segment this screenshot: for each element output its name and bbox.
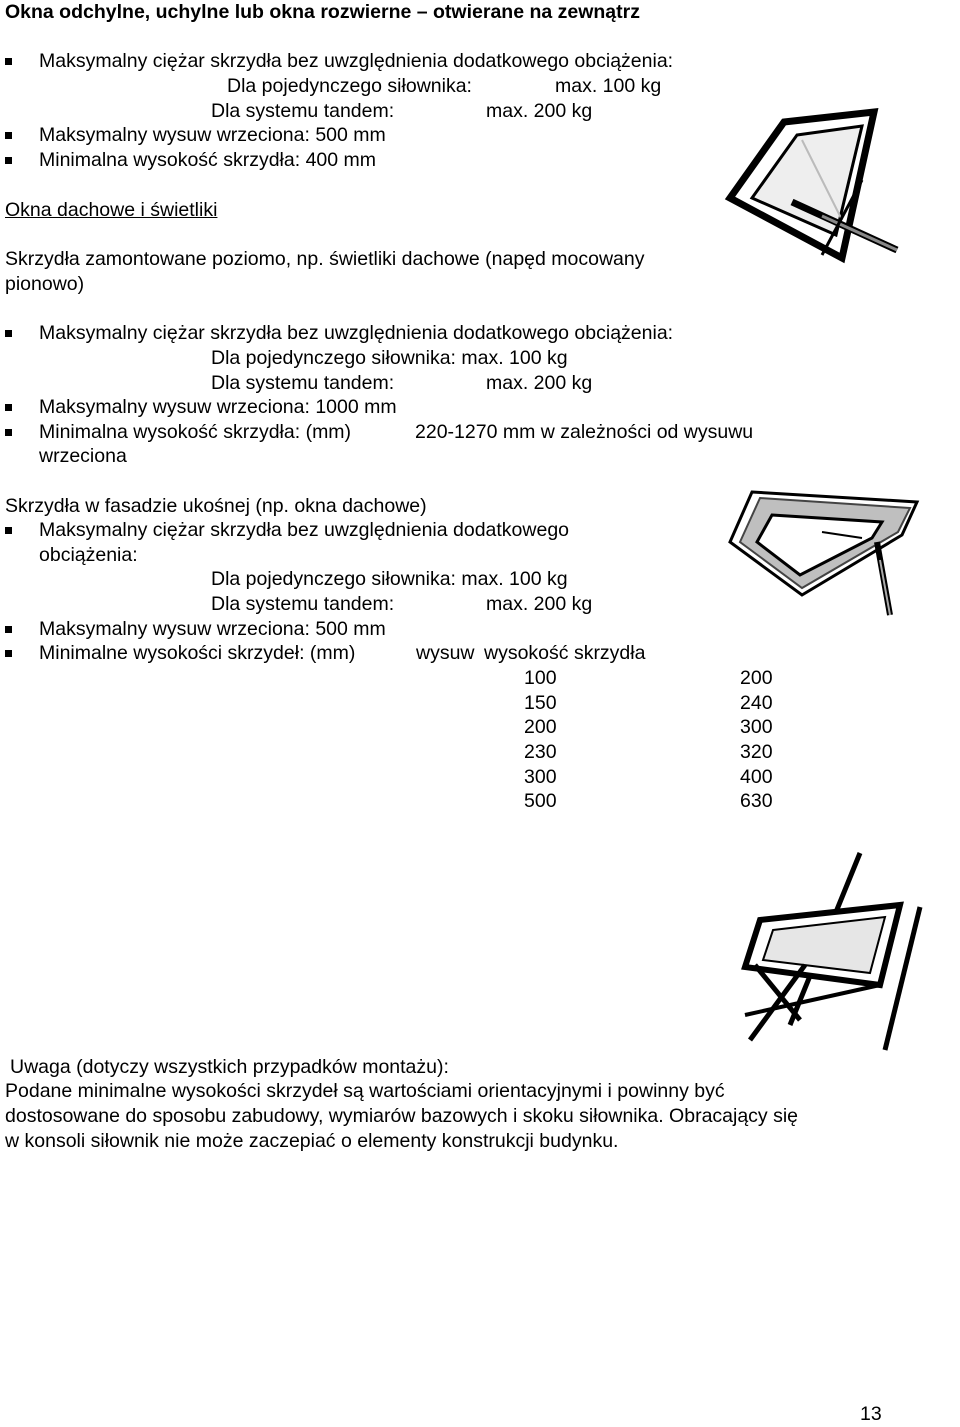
page-number: 13 xyxy=(860,1403,882,1425)
s2-single: Dla pojedynczego siłownika: max. 100 kg xyxy=(211,347,568,369)
window-illustration-3 xyxy=(735,845,935,1060)
s2-item1: Maksymalny ciężar skrzydła bez uwzględnienia dodatkowego obciążenia: xyxy=(39,322,674,344)
window-illustration-2 xyxy=(722,480,932,630)
table-cell-wysuw: 150 xyxy=(524,692,557,714)
s3-col2-header: wysokość skrzydła xyxy=(484,642,646,664)
note-heading: Uwaga (dotyczy wszystkich przypadków montażu): xyxy=(10,1056,449,1078)
s3-single: Dla pojedynczego siłownika: max. 100 kg xyxy=(211,568,568,590)
s2-item2: Maksymalny wysuw wrzeciona: 1000 mm xyxy=(39,396,397,418)
note-line3: w konsoli siłownik nie może zaczepiać o elementy konstrukcji budynku. xyxy=(5,1130,619,1152)
s2-intro-line2: pionowo) xyxy=(5,273,85,295)
s2-tandem-value: max. 200 kg xyxy=(486,372,593,394)
table-cell-wysuw: 300 xyxy=(524,766,557,788)
table-cell-wysokosc: 200 xyxy=(740,667,773,689)
bullet-icon xyxy=(5,650,12,657)
s1-tandem-value: max. 200 kg xyxy=(486,100,593,122)
bullet-icon xyxy=(5,58,12,65)
s3-item1-line2: obciążenia: xyxy=(39,544,138,566)
table-cell-wysuw: 230 xyxy=(524,741,557,763)
s3-col1-header: wysuw xyxy=(416,642,475,664)
s3-tandem-value: max. 200 kg xyxy=(486,593,593,615)
table-cell-wysuw: 100 xyxy=(524,667,557,689)
bullet-icon xyxy=(5,404,12,411)
note-line2: dostosowane do sposobu zabudowy, wymiarów bazowych i skoku siłownika. Obracający się xyxy=(5,1105,799,1127)
s3-tandem-label: Dla systemu tandem: xyxy=(211,593,395,615)
table-cell-wysokosc: 320 xyxy=(740,741,773,763)
s3-item3-label: Minimalne wysokości skrzydeł: (mm) xyxy=(39,642,356,664)
bullet-icon xyxy=(5,132,12,139)
window-illustration-1 xyxy=(722,90,927,280)
s2-item3-label: Minimalna wysokość skrzydła: (mm) xyxy=(39,421,352,443)
note-line1: Podane minimalne wysokości skrzydeł są wartościami orientacyjnymi i powinny być xyxy=(5,1080,725,1102)
s2-item3-value: 220-1270 mm w zależności od wysuwu xyxy=(415,421,754,443)
table-cell-wysokosc: 300 xyxy=(740,716,773,738)
s1-single-label: Dla pojedynczego siłownika: xyxy=(227,75,472,97)
table-cell-wysokosc: 240 xyxy=(740,692,773,714)
s1-single-value: max. 100 kg xyxy=(555,75,662,97)
table-cell-wysuw: 200 xyxy=(524,716,557,738)
table-cell-wysuw: 500 xyxy=(524,790,557,812)
s3-item1-line1: Maksymalny ciężar skrzydła bez uwzględnienia dodatkowego xyxy=(39,519,570,541)
bullet-icon xyxy=(5,330,12,337)
s1-tandem-label: Dla systemu tandem: xyxy=(211,100,395,122)
bullet-icon xyxy=(5,429,12,436)
bullet-icon xyxy=(5,527,12,534)
s1-item1: Maksymalny ciężar skrzydła bez uwzględnienia dodatkowego obciążenia: xyxy=(39,50,674,72)
s2-intro-line1: Skrzydła zamontowane poziomo, np. świetliki dachowe (napęd mocowany xyxy=(5,248,645,270)
bullet-icon xyxy=(5,157,12,164)
table-cell-wysokosc: 400 xyxy=(740,766,773,788)
s3-item2: Maksymalny wysuw wrzeciona: 500 mm xyxy=(39,618,386,640)
s2-heading: Okna dachowe i świetliki xyxy=(5,199,218,221)
s2-tandem-label: Dla systemu tandem: xyxy=(211,372,395,394)
s1-item2: Maksymalny wysuw wrzeciona: 500 mm xyxy=(39,124,386,146)
s1-item3: Minimalna wysokość skrzydła: 400 mm xyxy=(39,149,377,171)
table-cell-wysokosc: 630 xyxy=(740,790,773,812)
s2-item3-cont: wrzeciona xyxy=(39,445,127,467)
page-title: Okna odchylne, uchylne lub okna rozwierne – otwierane na zewnątrz xyxy=(5,1,640,23)
bullet-icon xyxy=(5,626,12,633)
s3-heading: Skrzydła w fasadzie ukośnej (np. okna dachowe) xyxy=(5,495,427,517)
